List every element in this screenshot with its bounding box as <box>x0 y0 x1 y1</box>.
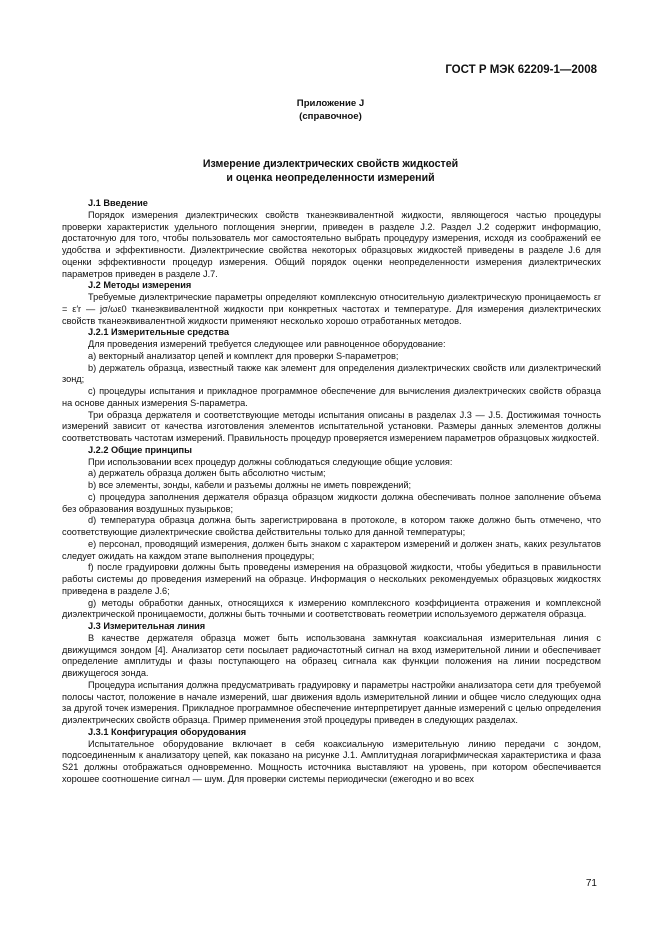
section-heading: J.2.2 Общие принципы <box>88 444 192 455</box>
paragraph: g) методы обработки данных, относящихся к измерению комплексного коэффициента отражения и комплексной диэлектрической проницаемости, должны быть точными и соответствовать геометрии используемого держателя образца. <box>62 597 601 620</box>
paragraph: a) держатель образца должен быть абсолютно чистым; <box>88 468 326 479</box>
page-number: 71 <box>585 878 597 889</box>
paragraph: В качестве держателя образца может быть использована замкнутая коаксиальная измерительная линия с движущимся зондом [4]. Анализатор сети посылает радиочастотный сигнал на вход измерительной линии и обеспечивает определение амплитуды и фазы поступающего на образец сигнала как функции положения на линии посредством движущегося зонда. <box>62 632 601 678</box>
paragraph: a) векторный анализатор цепей и комплект для проверки S-параметров; <box>88 350 399 361</box>
document-body <box>62 198 601 786</box>
paragraph: Для проведения измерений требуется следующее или равноценное оборудование: <box>88 339 446 349</box>
appendix-heading <box>0 97 661 123</box>
paragraph: b) держатель образца, известный также как элемент для определения диэлектрических свойств или диэлектрический зонд; <box>62 362 601 385</box>
paragraph: При использовании всех процедур должны соблюдаться следующие общие условия: <box>88 456 453 467</box>
paragraph: e) персонал, проводящий измерения, должен быть знаком с характером измерений и должен знать, каких результатов следует ожидать на каждом этапе выполнения процедуры; <box>62 538 601 561</box>
paragraph: d) температура образца должна быть зарегистрирована в протоколе, в котором также должно быть отмечено, что соответствующие диэлектрические свойства действительны только для данной температуры; <box>62 515 601 537</box>
section-heading: J.3.1 Конфигурация оборудования <box>88 726 247 737</box>
title-line-2: и оценка неопределенности измерений <box>226 172 435 184</box>
paragraph: Процедура испытания должна предусматривать градуировку и параметры настройки анализатора сети для требуемой полосы частот, положение в начале измерений, шаг движения вдоль измерительной линии и общее число следующих одна за другой точек измерения. Прикладное программное обеспечение интерпретирует данные измерений с целью определения диэлектрических свойств образца. Пример применения этой процедуры приведен в следующих разделах. <box>62 679 601 725</box>
appendix-note: (справочное) <box>299 111 362 122</box>
section-heading: J.1 Введение <box>88 198 148 208</box>
section-title <box>0 157 661 185</box>
paragraph: f) после градуировки должны быть проведены измерения на образцовой жидкости, чтобы убедиться в правильности работы системы до проведения измерений на образце. Информация о нескольких рекомендуемых образцовых жидкостях приведена в разделе J.6; <box>62 562 601 596</box>
paragraph: Требуемые диэлектрические параметры определяют комплексную относительную диэлектрическую проницаемость εr = ε′r — jσ/ωε0 тканеэквивалентной жидкости при конкретных частотах и температуре. Для измерения диэлектрических свойств тканеэквивалентной жидкости применяют несколько хорошо отработанных методов. <box>62 292 601 326</box>
paragraph: Три образца держателя и соответствующие методы испытания описаны в разделах J.3 — J.5. Достижимая точность измерений зависит от качества изготовления элементов испытательной установки. Размеры данных элементов должны соответствовать частотам измерений. Правильность процедур проверяется измерением параметров образцовых жидкостей. <box>62 409 601 443</box>
appendix-label: Приложение J <box>296 98 365 109</box>
standard-number: ГОСТ Р МЭК 62209-1—2008 <box>445 64 597 76</box>
paragraph: Испытательное оборудование включает в себя коаксиальную измерительную линию передачи с зондом, подсоединенным к анализатору цепей, как показано на рисунке J.1. Амплитудная логарифмическая характеристика и фаза S21 должны отображаться одновременно. Мощность источника выставляют на уровень, при котором обеспечивается хорошее соотношение сигнал — шум. Для проверки системы периодически (ежегодно и во всех <box>62 738 601 784</box>
paragraph: c) процедуры испытания и прикладное программное обеспечение для вычисления диэлектрических свойств образца на основе данных измерения S-параметра. <box>62 386 601 408</box>
paragraph: c) процедура заполнения держателя образца образцом жидкости должна обеспечивать полное заполнение объема без образования воздушных пузырьков; <box>62 491 601 514</box>
paragraph: Порядок измерения диэлектрических свойств тканеэквивалентной жидкости, являющегося частью процедуры проверки характеристик удельного поглощения энергии, приведен в разделе J.2. Раздел J.2 содержит информацию, достаточную для того, чтобы пользователь мог самостоятельно выбрать процедуру измерения, исходя из соображений ее удобства и эффективности. Диэлектрические свойства некоторых образцовых жидкостей приведены в разделе J.6 для оценки эффективности процедур измерения. Общий порядок оценки неопределенности измерения диэлектрических параметров приведен в разделе J.7. <box>62 209 601 279</box>
section-heading: J.3 Измерительная линия <box>88 621 206 631</box>
section-heading: J.2.1 Измерительные средства <box>88 327 230 338</box>
paragraph: b) все элементы, зонды, кабели и разъемы должны не иметь повреждений; <box>88 480 412 490</box>
section-heading: J.2 Методы измерения <box>88 280 192 291</box>
title-line-1: Измерение диэлектрических свойств жидкостей <box>202 158 459 170</box>
